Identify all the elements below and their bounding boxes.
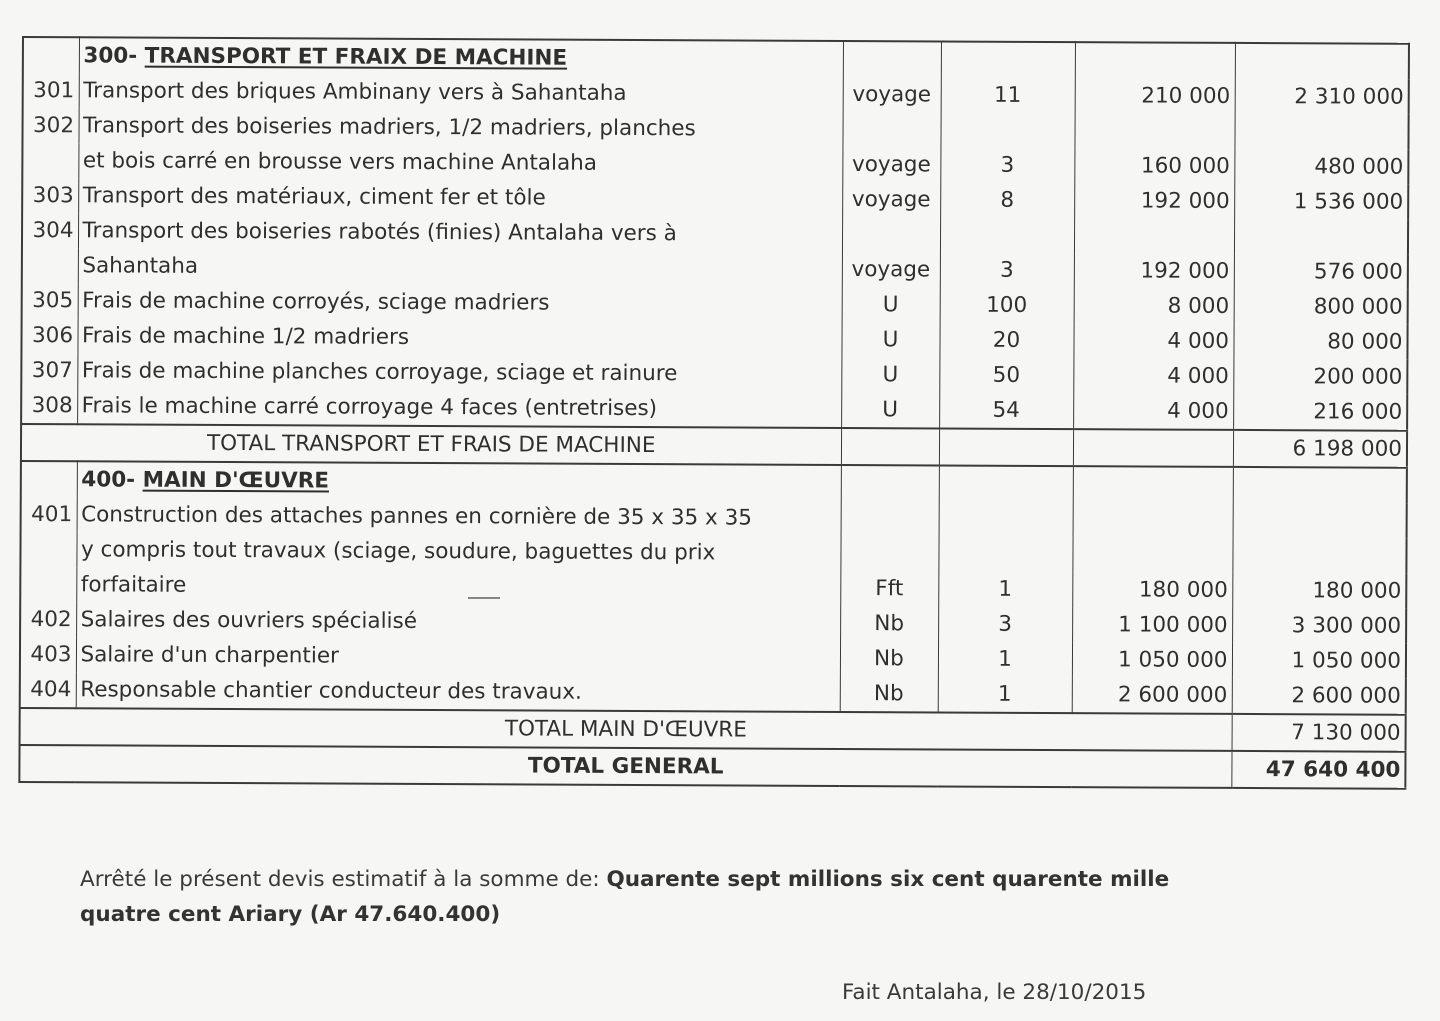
grand-total-label: TOTAL GENERAL bbox=[19, 745, 1231, 788]
item-unit-price bbox=[1073, 502, 1233, 538]
item-total: 576 000 bbox=[1234, 254, 1408, 290]
grand-total-row bbox=[19, 745, 1405, 789]
item-number: 305 bbox=[22, 283, 78, 318]
item-number: 403 bbox=[20, 637, 76, 672]
empty-cell bbox=[939, 465, 1073, 502]
closing-statement bbox=[80, 862, 1240, 932]
item-unit-price: 192 000 bbox=[1074, 183, 1234, 219]
item-quantity: 11 bbox=[941, 77, 1075, 113]
section-title: TRANSPORT ET FRAIX DE MACHINE bbox=[144, 43, 568, 71]
empty-cell bbox=[1233, 467, 1407, 504]
item-quantity: 1 bbox=[938, 641, 1072, 677]
section-num-cell bbox=[21, 461, 77, 497]
item-total: 3 300 000 bbox=[1232, 608, 1406, 644]
section-total-value: 7 130 000 bbox=[1232, 714, 1406, 752]
empty-cell bbox=[1235, 43, 1409, 80]
item-unit: U bbox=[842, 287, 940, 322]
item-unit-price: 2 600 000 bbox=[1072, 677, 1232, 714]
item-unit-price: 4 000 bbox=[1073, 323, 1233, 359]
item-quantity bbox=[940, 217, 1074, 253]
item-description: Salaire d'un charpentier bbox=[76, 637, 840, 676]
item-description: Frais de machine corroyés, sciage madriers bbox=[78, 283, 842, 322]
item-description: Responsable chantier conducteur des travaux. bbox=[76, 672, 840, 712]
item-unit bbox=[841, 501, 939, 536]
item-unit bbox=[840, 536, 938, 571]
item-total: 1 536 000 bbox=[1234, 184, 1408, 220]
item-quantity: 50 bbox=[939, 357, 1073, 393]
item-quantity bbox=[940, 112, 1074, 148]
empty-cell bbox=[1073, 466, 1233, 503]
item-number bbox=[20, 532, 76, 567]
item-total: 200 000 bbox=[1233, 359, 1407, 395]
item-unit bbox=[842, 217, 940, 252]
item-unit: Fft bbox=[840, 571, 938, 606]
item-description: Construction des attaches pannes en cornière de 35 x 35 x 35 bbox=[77, 497, 841, 536]
item-unit: U bbox=[841, 392, 939, 428]
empty-cell bbox=[841, 428, 939, 465]
item-unit-price bbox=[1074, 218, 1234, 254]
item-total: 216 000 bbox=[1233, 394, 1407, 431]
item-unit-price: 192 000 bbox=[1074, 253, 1234, 289]
item-description: Frais le machine carré corroyage 4 faces (entretrises) bbox=[77, 388, 841, 428]
item-description: Transport des matériaux, ciment fer et tôle bbox=[78, 178, 842, 217]
empty-cell bbox=[941, 41, 1075, 78]
empty-cell bbox=[1075, 42, 1235, 79]
item-quantity bbox=[939, 501, 1073, 537]
item-unit-price: 8 000 bbox=[1074, 288, 1234, 324]
section-total-label: TOTAL MAIN D'ŒUVRE bbox=[20, 708, 1232, 751]
item-number bbox=[20, 567, 76, 602]
section-title-cell bbox=[79, 37, 843, 77]
devis-table-body bbox=[19, 37, 1409, 789]
item-number: 402 bbox=[20, 602, 76, 637]
item-unit: voyage bbox=[842, 147, 940, 182]
pen-mark bbox=[468, 597, 500, 599]
item-number: 306 bbox=[21, 318, 77, 353]
item-unit-price: 1 100 000 bbox=[1072, 607, 1232, 643]
item-quantity: 54 bbox=[939, 392, 1073, 429]
item-unit: Nb bbox=[840, 676, 938, 712]
item-description: et bois carré en brousse vers machine Antalaha bbox=[78, 143, 842, 182]
item-unit bbox=[842, 112, 940, 147]
item-total bbox=[1234, 114, 1408, 150]
section-code: 300- bbox=[83, 43, 138, 69]
item-number bbox=[22, 143, 78, 178]
empty-cell bbox=[939, 428, 1073, 466]
item-quantity: 1 bbox=[938, 676, 1072, 713]
place-date: Fait Antalaha, le 28/10/2015 bbox=[842, 980, 1147, 1005]
empty-cell bbox=[1073, 429, 1233, 467]
section-title: MAIN D'ŒUVRE bbox=[142, 467, 330, 494]
section-total-label: TOTAL TRANSPORT ET FRAIS DE MACHINE bbox=[21, 424, 841, 465]
item-total: 800 000 bbox=[1234, 289, 1408, 325]
item-description: Sahantaha bbox=[78, 248, 842, 287]
item-unit: U bbox=[841, 322, 939, 357]
item-total bbox=[1233, 503, 1407, 539]
section-num-cell bbox=[23, 37, 79, 73]
item-quantity: 100 bbox=[940, 287, 1074, 323]
item-number: 404 bbox=[20, 672, 76, 708]
item-unit-price bbox=[1072, 537, 1232, 573]
item-description: y compris tout travaux (sciage, soudure, baguettes du prix bbox=[76, 532, 840, 571]
item-number: 302 bbox=[22, 108, 78, 143]
item-number: 308 bbox=[21, 388, 77, 424]
item-description: Transport des boiseries rabotés (finies) Antalaha vers à bbox=[78, 213, 842, 252]
item-unit-price: 160 000 bbox=[1074, 148, 1234, 184]
item-total bbox=[1232, 538, 1406, 574]
item-total: 1 050 000 bbox=[1232, 643, 1406, 679]
item-unit-price: 4 000 bbox=[1073, 393, 1233, 430]
item-unit: voyage bbox=[842, 182, 940, 217]
item-quantity: 3 bbox=[938, 606, 1072, 642]
item-unit-price: 210 000 bbox=[1075, 78, 1235, 114]
item-total: 480 000 bbox=[1234, 149, 1408, 185]
item-quantity: 1 bbox=[938, 571, 1072, 607]
item-number: 307 bbox=[21, 353, 77, 388]
devis-table bbox=[18, 36, 1410, 790]
item-unit-price: 180 000 bbox=[1072, 572, 1232, 608]
closing-prefix: Arrêté le présent devis estimatif à la somme de: bbox=[80, 867, 607, 892]
empty-cell bbox=[841, 465, 939, 501]
item-description: Salaires des ouvriers spécialisé bbox=[76, 602, 840, 641]
item-unit-price bbox=[1074, 113, 1234, 149]
item-total: 2 310 000 bbox=[1235, 79, 1409, 115]
closing-amount-words: Quarente sept millions six cent quarente mille quatre cent Ariary (Ar 47.640.400) bbox=[80, 867, 1170, 927]
item-description: Frais de machine planches corroyage, sciage et rainure bbox=[77, 353, 841, 392]
grand-total-value: 47 640 400 bbox=[1231, 751, 1405, 789]
item-quantity: 3 bbox=[940, 147, 1074, 183]
table-row bbox=[22, 213, 1408, 255]
item-total bbox=[1234, 219, 1408, 255]
item-description: Frais de machine 1/2 madriers bbox=[77, 318, 841, 357]
item-quantity: 20 bbox=[939, 322, 1073, 358]
section-code: 400- bbox=[81, 467, 136, 493]
table-row bbox=[20, 532, 1406, 574]
devis-sheet bbox=[22, 36, 1410, 783]
item-unit-price: 4 000 bbox=[1073, 358, 1233, 394]
item-quantity bbox=[938, 536, 1072, 572]
item-unit: voyage bbox=[843, 77, 941, 112]
item-total: 80 000 bbox=[1233, 324, 1407, 360]
item-description: forfaitaire bbox=[76, 567, 840, 606]
section-title-cell bbox=[77, 461, 841, 501]
item-unit: U bbox=[841, 357, 939, 392]
item-unit: voyage bbox=[842, 252, 940, 287]
item-total: 2 600 000 bbox=[1232, 678, 1406, 715]
item-number: 304 bbox=[22, 213, 78, 248]
item-total: 180 000 bbox=[1232, 573, 1406, 609]
item-number bbox=[22, 248, 78, 283]
item-number: 303 bbox=[22, 178, 78, 213]
empty-cell bbox=[843, 41, 941, 77]
item-unit: Nb bbox=[840, 641, 938, 676]
item-unit-price: 1 050 000 bbox=[1072, 642, 1232, 678]
item-quantity: 8 bbox=[940, 182, 1074, 218]
item-quantity: 3 bbox=[940, 252, 1074, 288]
item-description: Transport des briques Ambinany vers à Sahantaha bbox=[79, 73, 843, 112]
item-number: 301 bbox=[23, 73, 79, 108]
item-number: 401 bbox=[21, 497, 77, 532]
section-total-value: 6 198 000 bbox=[1233, 430, 1407, 468]
item-unit: Nb bbox=[840, 606, 938, 641]
item-description: Transport des boiseries madriers, 1/2 madriers, planches bbox=[78, 108, 842, 147]
